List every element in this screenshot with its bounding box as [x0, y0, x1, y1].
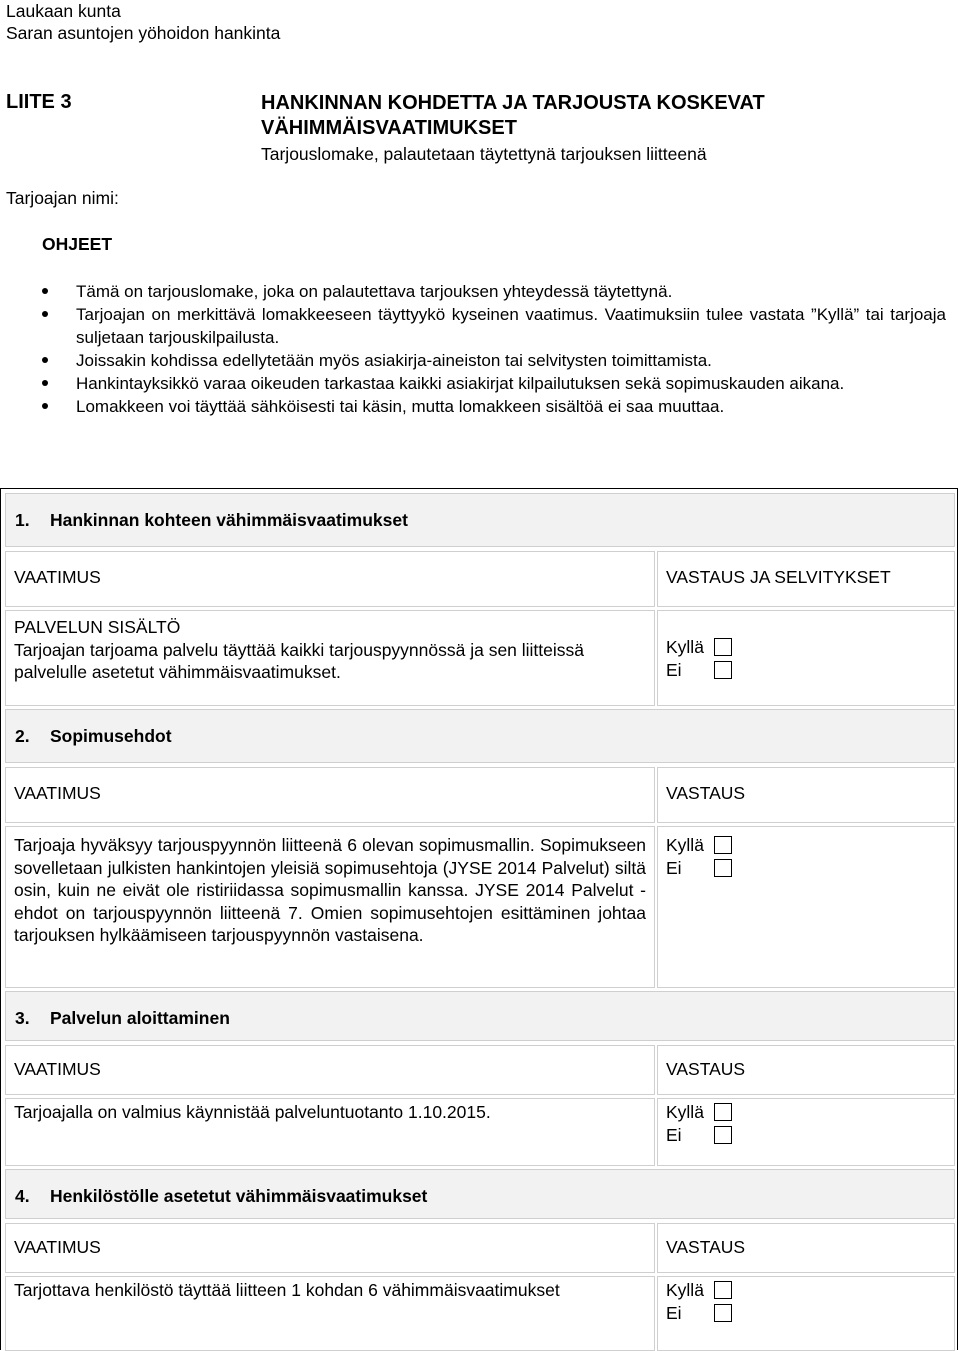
response-column-header: VASTAUS — [657, 767, 955, 823]
response-cell — [657, 826, 955, 988]
requirement-text: Tarjoajan tarjoama palvelu täyttää kaikki tarjouspyynnössä ja sen liitteissä palvelulle asetetut vähimmäisvaatimukset. — [14, 639, 585, 682]
requirement-text: Tarjoaja hyväksyy tarjouspyynnön liitteenä 6 olevan sopimusmallin. Sopimukseen sovelletaan julkisten hankintojen yleisiä sopimusehtoja (JYSE 2014 Palvelut) siltä osin, kuin ne eivät ole ristiriidassa sopimusmallin kanssa. JYSE 2014 Palvelut -ehdot on tarjouspyynnön liitteenä 7. Omien sopimusehtojen esittäminen johtaa tarjouksen hylkäämiseen tarjouspyynnön vastaisena. — [14, 835, 646, 945]
no-label: Ei — [666, 857, 682, 878]
section-title: Palvelun aloittaminen — [50, 1008, 230, 1028]
page-title: HANKINNAN KOHDETTA JA TARJOUSTA KOSKEVAT VÄHIMMÄISVAATIMUKSET — [261, 92, 765, 139]
section-number: 2. — [15, 726, 30, 746]
municipality: Laukaan kunta — [6, 1, 121, 21]
no-checkbox[interactable] — [714, 1304, 732, 1322]
yes-label: Kyllä — [666, 1102, 704, 1122]
requirement-text: Tarjottava henkilöstö täyttää liitteen 1 kohdan 6 vähimmäisvaatimukset — [14, 1280, 560, 1300]
instruction-item: Tarjoajan on merkittävä lomakkeeseen täyttyykö kyseinen vaatimus. Vaatimuksiin tulee vastata ”Kyllä” tai tarjoaja suljetaan tarjouskilpailusta. — [76, 305, 946, 347]
instruction-item: Joissakin kohdissa edellytetään myös asiakirja-aineiston tai selvitysten toimittamista. — [76, 349, 946, 372]
section-header — [5, 709, 955, 763]
yes-label: Kyllä — [666, 835, 704, 855]
yes-label: Kyllä — [666, 637, 704, 657]
response-column-header: VASTAUS JA SELVITYKSET — [657, 551, 955, 607]
requirements-form — [0, 488, 958, 1350]
instructions-heading: OHJEET — [42, 234, 113, 254]
no-checkbox[interactable] — [714, 661, 732, 679]
section-title: Henkilöstölle asetetut vähimmäisvaatimukset — [50, 1186, 428, 1206]
requirement-cell — [5, 610, 655, 706]
section-header — [5, 493, 955, 547]
yes-checkbox[interactable] — [714, 638, 732, 656]
no-checkbox[interactable] — [714, 859, 732, 877]
instruction-item: Hankintayksikkö varaa oikeuden tarkastaa kaikki asiakirjat kilpailutuksen sekä sopimuskauden aikana. — [76, 372, 946, 395]
no-label: Ei — [666, 1124, 682, 1145]
response-cell — [657, 610, 955, 706]
section-title: Hankinnan kohteen vähimmäisvaatimukset — [50, 510, 408, 530]
requirement-column-header: VAATIMUS — [5, 1223, 655, 1273]
section-number: 1. — [15, 510, 30, 530]
section-title: Sopimusehdot — [50, 726, 172, 746]
no-label: Ei — [666, 659, 682, 680]
response-column-header: VASTAUS — [657, 1223, 955, 1273]
yes-checkbox[interactable] — [714, 1281, 732, 1299]
requirement-cell — [5, 1276, 655, 1351]
requirement-column-header: VAATIMUS — [5, 551, 655, 607]
requirement-cell — [5, 826, 655, 988]
yes-checkbox[interactable] — [714, 1103, 732, 1121]
requirement-text: Tarjoajalla on valmius käynnistää palveluntuotanto 1.10.2015. — [14, 1102, 491, 1122]
yes-label: Kyllä — [666, 1280, 704, 1300]
section-header — [5, 1169, 955, 1219]
no-checkbox[interactable] — [714, 1126, 732, 1144]
no-label: Ei — [666, 1302, 682, 1323]
requirement-column-header: VAATIMUS — [5, 1045, 655, 1095]
bidder-name-label: Tarjoajan nimi: — [6, 188, 119, 208]
section-number: 4. — [15, 1186, 30, 1206]
attachment-label: LIITE 3 — [6, 91, 72, 113]
page-subtitle: Tarjouslomake, palautetaan täytettynä tarjouksen liitteenä — [261, 144, 707, 164]
response-cell — [657, 1276, 955, 1351]
instruction-item: Tämä on tarjouslomake, joka on palautettava tarjouksen yhteydessä täytettynä. — [76, 280, 946, 303]
instruction-item: Lomakkeen voi täyttää sähköisesti tai käsin, mutta lomakkeen sisältöä ei saa muuttaa. — [76, 395, 946, 418]
requirement-cell — [5, 1098, 655, 1166]
response-cell — [657, 1098, 955, 1166]
response-column-header: VASTAUS — [657, 1045, 955, 1095]
requirement-title: PALVELUN SISÄLTÖ — [14, 617, 181, 637]
section-header — [5, 991, 955, 1041]
section-number: 3. — [15, 1008, 30, 1028]
procurement-name: Saran asuntojen yöhoidon hankinta — [6, 23, 281, 43]
instructions-list — [76, 280, 946, 418]
requirement-column-header: VAATIMUS — [5, 767, 655, 823]
yes-checkbox[interactable] — [714, 836, 732, 854]
